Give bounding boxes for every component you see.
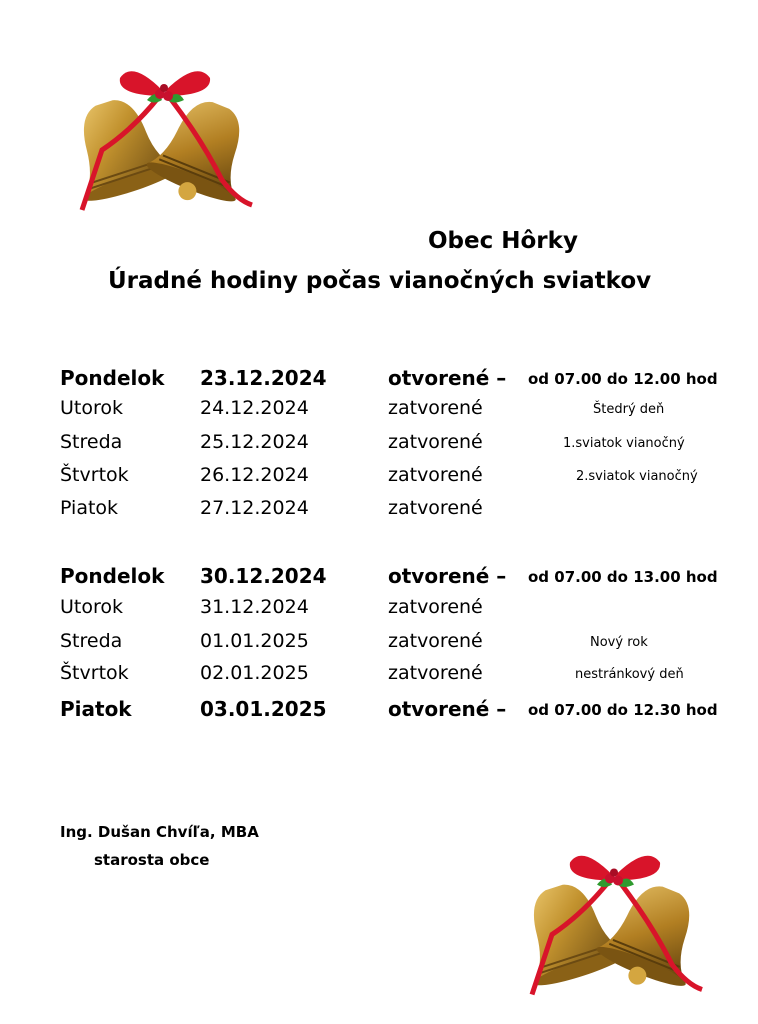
row-note: nestránkový deň <box>575 667 684 682</box>
row-date: 02.01.2025 <box>200 662 309 684</box>
row-date: 25.12.2024 <box>200 431 309 453</box>
row-date: 23.12.2024 <box>200 366 327 390</box>
row-status: zatvorené <box>388 497 483 519</box>
row-note: 2.sviatok vianočný <box>576 469 698 484</box>
row-date: 03.01.2025 <box>200 697 327 721</box>
page-heading: Úradné hodiny počas vianočných sviatkov <box>108 268 652 294</box>
christmas-bells-icon <box>62 60 267 225</box>
row-status: zatvorené <box>388 431 483 453</box>
schedule-row <box>0 431 758 461</box>
schedule-row <box>0 497 758 527</box>
row-date: 24.12.2024 <box>200 397 309 419</box>
row-note: 1.sviatok vianočný <box>563 436 685 451</box>
row-note: od 07.00 do 12.30 hod <box>528 701 718 719</box>
row-status: zatvorené <box>388 630 483 652</box>
row-note: Nový rok <box>590 635 648 650</box>
row-date: 01.01.2025 <box>200 630 309 652</box>
schedule-row <box>0 464 758 494</box>
row-date: 31.12.2024 <box>200 596 309 618</box>
row-day: Štvrtok <box>60 464 129 486</box>
row-day: Pondelok <box>60 564 165 588</box>
schedule-row <box>0 596 758 626</box>
row-status: zatvorené <box>388 464 483 486</box>
row-day: Streda <box>60 431 123 453</box>
row-note: od 07.00 do 12.00 hod <box>528 370 718 388</box>
municipality-title: Obec Hôrky <box>428 228 578 254</box>
schedule-row <box>0 630 758 660</box>
row-day: Piatok <box>60 697 132 721</box>
row-status: zatvorené <box>388 596 483 618</box>
row-day: Štvrtok <box>60 662 129 684</box>
row-day: Utorok <box>60 397 124 419</box>
row-date: 27.12.2024 <box>200 497 309 519</box>
row-date: 30.12.2024 <box>200 564 327 588</box>
row-status: zatvorené <box>388 397 483 419</box>
schedule-row <box>0 564 758 594</box>
row-day: Utorok <box>60 596 124 618</box>
row-status: zatvorené <box>388 662 483 684</box>
signatory-name: Ing. Dušan Chvíľa, MBA <box>60 823 259 841</box>
row-status: otvorené – <box>388 366 507 390</box>
schedule-row <box>0 397 758 427</box>
row-note: Štedrý deň <box>593 402 665 417</box>
schedule-row <box>0 366 758 396</box>
row-status: otvorené – <box>388 564 507 588</box>
row-note: od 07.00 do 13.00 hod <box>528 568 718 586</box>
signatory-title: starosta obce <box>94 851 210 869</box>
schedule-row <box>0 697 758 727</box>
row-day: Pondelok <box>60 366 165 390</box>
christmas-bells-icon <box>512 842 717 1012</box>
row-day: Streda <box>60 630 123 652</box>
row-status: otvorené – <box>388 697 507 721</box>
row-date: 26.12.2024 <box>200 464 309 486</box>
row-day: Piatok <box>60 497 119 519</box>
schedule-row <box>0 662 758 692</box>
